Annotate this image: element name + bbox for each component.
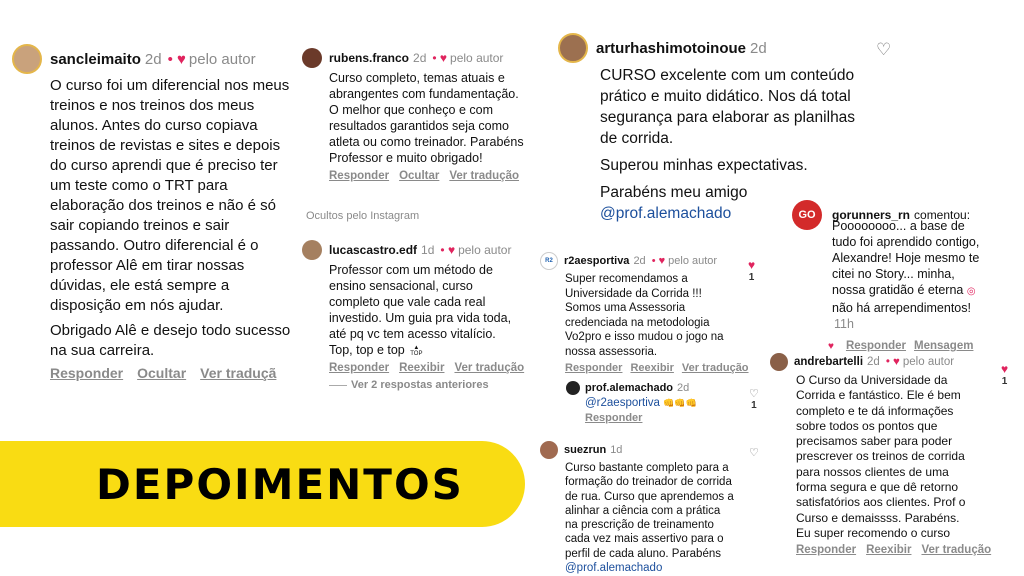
like-heart-outline-icon[interactable]: ♡ (876, 40, 892, 59)
username[interactable]: lucascastro.edf (329, 243, 418, 257)
translate-button[interactable]: Ver tradução (921, 544, 992, 557)
liked-by-author: pelo autor (188, 50, 256, 68)
reply-button[interactable]: Responder (329, 170, 390, 182)
top-arrow-icon: ▲ TOP (410, 344, 423, 357)
timestamp: 2d (677, 382, 690, 394)
comment-andrebartelli (770, 353, 1010, 556)
comment-text: Curso completo, temas atuais e abrangentes com fundamentação. O melhor que conheço e com resultados garantidos seja como atleta ou como treinador. Parabéns Professor e muito obrigado! (329, 71, 524, 165)
timestamp: 2d (867, 356, 880, 368)
target-emoji-icon: ◎ (966, 286, 976, 297)
username[interactable]: arturhashimotoinoue (596, 39, 747, 57)
heart-icon: • ♥ (885, 356, 900, 368)
heart-icon: • ♥ (167, 50, 186, 68)
like-count: 1 (751, 400, 757, 411)
translate-button[interactable]: Ver tradução (449, 170, 520, 182)
translate-button[interactable]: Ver traduçã (200, 365, 277, 381)
comment-prof-alemachado (566, 381, 766, 424)
comment-sancleimaito (12, 44, 302, 381)
hide-button[interactable]: Ocultar (137, 365, 187, 381)
liked-by-author: pelo autor (668, 255, 718, 267)
avatar[interactable] (302, 240, 322, 260)
heart-icon: • ♥ (651, 255, 666, 267)
banner-title: DEPOIMENTOS (96, 459, 464, 509)
timestamp: 1d (421, 243, 435, 257)
liked-heart-icon[interactable]: ♥ 1 (748, 258, 756, 283)
like-count: 1 (1001, 376, 1008, 387)
avatar[interactable] (566, 381, 580, 395)
comment-text: Curso bastante completo para a formação do treinador de corrida de rua. Curso que aprendemos a alinhar a ciência com a prática na prescrição de treinamento cada vez mais assertivo para o perfil de cada aluno. Parabéns (565, 462, 734, 560)
heart-icon: • ♥ (440, 243, 456, 257)
comment-text: não há arrependimentos! (832, 301, 971, 315)
comment-gorunners (792, 200, 992, 352)
heart-icon[interactable]: ♥ (828, 340, 834, 352)
comment-lucascastro (302, 240, 542, 391)
username[interactable]: prof.alemachado (585, 382, 674, 394)
timestamp: 2d (144, 50, 162, 68)
avatar[interactable] (302, 48, 322, 68)
reply-button[interactable]: Responder (845, 340, 907, 352)
comment-text: Parabéns meu amigo (600, 184, 748, 201)
translate-button[interactable]: Ver tradução (454, 362, 525, 374)
fist-emoji: 👊👊👊 (663, 398, 697, 408)
reply-button[interactable]: Responder (796, 544, 857, 557)
comment-arturhashimotoinoue (558, 33, 898, 224)
username[interactable]: gorunners_rn (832, 208, 911, 222)
timestamp: 1d (610, 444, 623, 456)
comment-text: Super recomendamos a Universidade da Corrida !!! Somos uma Assessoria credenciada na metodologia Vo2pro e isso mudou o jogo na nossa assessoria. (565, 273, 724, 358)
message-button[interactable]: Mensagem (914, 340, 974, 352)
comment-rubens-franco (302, 48, 542, 182)
avatar[interactable] (540, 441, 558, 459)
username[interactable]: andrebartelli (794, 356, 864, 368)
comment-text: O curso foi um diferencial nos meus treinos e nos treinos dos meus alunos. Antes do curso copiava treinos de revistas e sites e depois do curso aprendi que é preciso ter um teste como o TRT para elaboração dos treinos e não é só sair copiando treinos e sair passando. Outro diferencial é o professor Alê em tirar nossas dúvidas, ele está sempre a disposição em nós ajudar. (50, 77, 290, 314)
mention-link[interactable]: @r2aesportiva (585, 397, 660, 409)
unhide-button[interactable]: Reexibir (630, 362, 674, 374)
comment-text: Poooooooo... a base de tudo foi aprendido contigo, Alexandre! Hoje mesmo te citei no Story... minha, nossa gratidão é eterna (832, 219, 980, 297)
username[interactable]: suezrun (564, 444, 607, 456)
commented-label: comentou: (914, 208, 971, 222)
reply-button[interactable]: Responder (565, 362, 623, 374)
hidden-by-instagram-label: Ocultos pelo Instagram (306, 210, 420, 222)
avatar[interactable]: GO (792, 200, 822, 230)
timestamp: 11h (834, 317, 854, 331)
avatar[interactable] (12, 44, 42, 74)
depoimentos-banner (0, 441, 525, 527)
comment-text: Professor com um método de ensino sensacional, curso completo que vale cada real investido. Um guia pra vida toda, até pq vc tem acesso vitalício. Top, top e top (329, 263, 512, 357)
comment-suezrun (540, 441, 765, 575)
username[interactable]: r2aesportiva (564, 255, 630, 267)
avatar[interactable]: R2 (540, 252, 558, 270)
liked-by-author: pelo autor (458, 243, 512, 257)
unhide-button[interactable]: Reexibir (399, 362, 445, 374)
reply-button[interactable]: Responder (585, 412, 643, 424)
avatar[interactable] (770, 353, 788, 371)
timestamp: 2d (633, 255, 646, 267)
comment-text: Obrigado Alê e desejo todo sucesso na sua carreira. (50, 322, 291, 359)
username[interactable]: sancleimaito (50, 50, 141, 68)
avatar[interactable] (558, 33, 588, 63)
divider-line (329, 385, 347, 386)
reply-button[interactable]: Responder (329, 362, 390, 374)
liked-by-author: pelo autor (902, 356, 955, 368)
username[interactable]: rubens.franco (329, 51, 410, 65)
reply-button[interactable]: Responder (50, 365, 124, 381)
mention-link[interactable]: @prof.alemachado (565, 562, 663, 575)
liked-by-author: pelo autor (450, 51, 504, 65)
timestamp: 2d (750, 39, 767, 57)
mention-link[interactable]: @prof.alemachado (600, 205, 732, 222)
unhide-button[interactable]: Reexibir (866, 544, 912, 557)
hide-button[interactable]: Ocultar (399, 170, 440, 182)
timestamp: 2d (413, 51, 427, 65)
comment-text: Superou minhas expectativas. (600, 157, 808, 174)
translate-button[interactable]: Ver tradução (681, 362, 749, 374)
like-count: 1 (748, 272, 755, 283)
comment-text: O Curso da Universidade da Corrida e fantástico. Ele é bem completo e te dá informações sobre todos os pontos que precisamos saber para poder prescrever os treinos de corrida para nossos clientes de uma forma segura e que dê retorno satisfatórios aos clientes. Prof o Curso e demaissss. Parabéns. Eu super recomendo o curso (796, 373, 966, 540)
comment-text: CURSO excelente com um conteúdo prático e muito didático. Nos dá total segurança para elaborar as planilhas de corrida. (600, 67, 856, 147)
comment-r2aesportiva (540, 252, 770, 374)
like-heart-outline-icon[interactable]: ♡ 1 (749, 388, 759, 411)
liked-heart-icon[interactable]: ♥ 1 (1001, 362, 1009, 387)
view-previous-replies[interactable]: Ver 2 respostas anteriores (351, 379, 489, 391)
heart-icon: • ♥ (432, 51, 448, 65)
like-heart-outline-icon[interactable]: ♡ (749, 447, 759, 459)
